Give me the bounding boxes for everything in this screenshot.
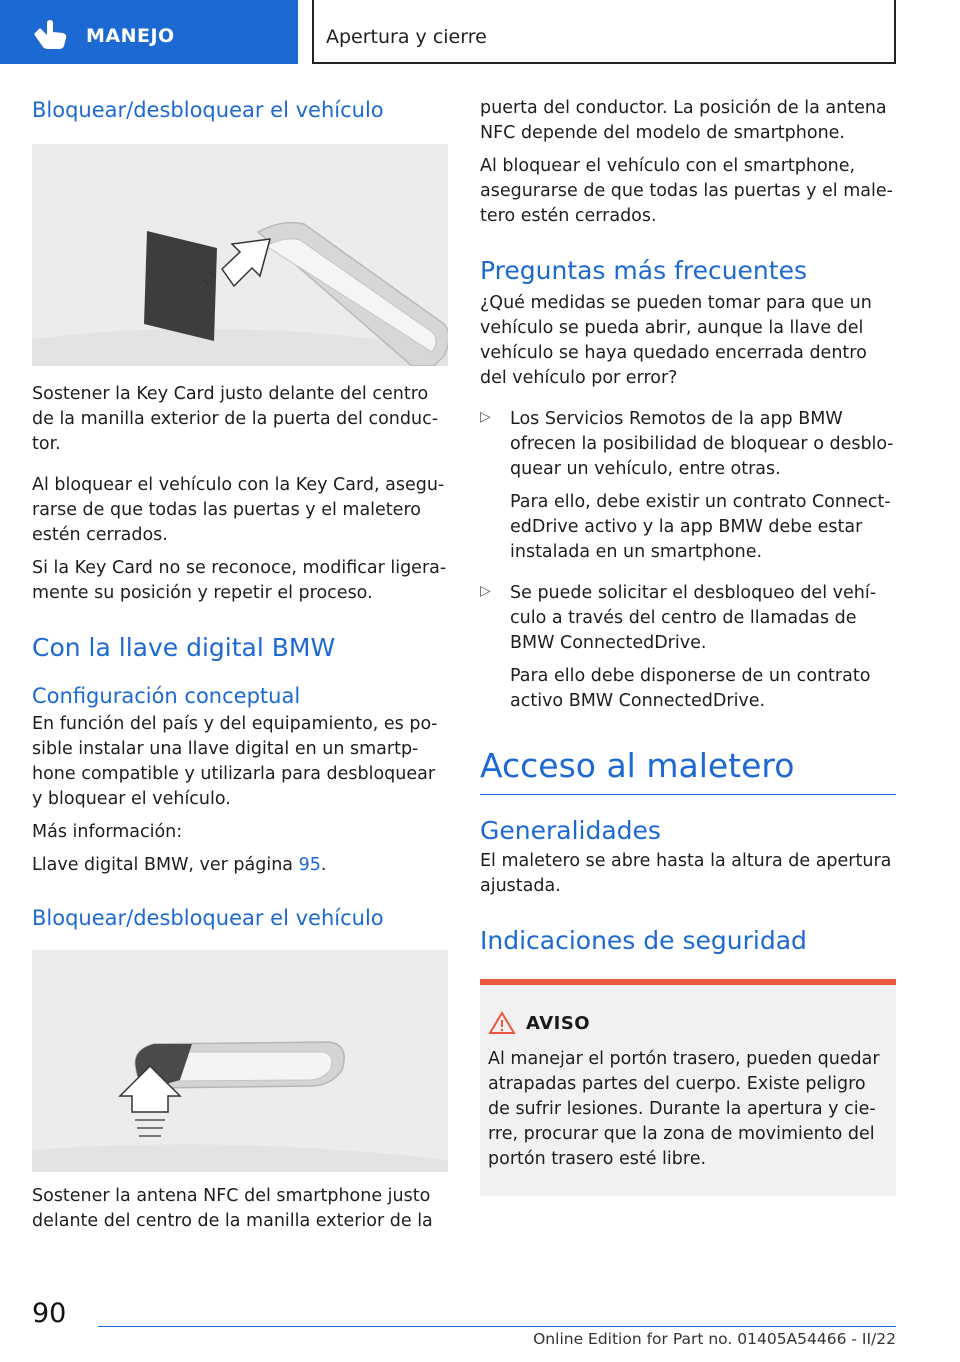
bullet-text: Los Servicios Remotos de la app BMW ofrecen la posibilidad de bloquear o desblo‐quear un vehículo, entre otras. [510,409,894,479]
smartphone-illustration [32,950,448,1172]
warning-text: Al manejar el portón trasero, pueden quedar atrapadas partes del cuerpo. Existe peligro de sufrir lesiones. Durante la apertura y cie‐rre, procurar que la zona de movimiento del portón trasero esté libre. [488,1049,880,1169]
paragraph: En función del país y del equipamiento, es po‐sible instalar una llave digital en un smartp‐hone compatible y utilizarla para desbloquear y bloquear el vehículo. [32,714,438,809]
chapter-label: Apertura y cierre [326,26,487,48]
keycard-illustration [32,144,448,366]
bullet-subtext: Para ello, debe existir un contrato Connect‐edDrive activo y la app BMW debe estar instalada en un smartphone. [510,492,891,562]
list-item [480,407,896,565]
paragraph: Sostener la Key Card justo delante del centro de la manilla exterior de la puerta del conduc‐tor. [32,384,439,454]
keycard-figure [32,144,448,366]
list-item [480,581,896,714]
paragraph: Al bloquear el vehículo con el smartphone, asegurarse de que todas las puertas y el male‐tero estén cerrados. [480,156,893,226]
heading-trunk-access: Acceso al maletero [480,746,795,785]
hand-icon [30,20,68,50]
paragraph: Sostener la antena NFC del smartphone justo delante del centro de la manilla exterior de la [32,1186,433,1231]
reference-text: Llave digital BMW, ver página [32,855,299,875]
heading-safety: Indicaciones de seguridad [480,926,807,955]
heading-lock-keycard: Bloquear/desbloquear el vehículo [32,98,384,122]
bullet-text: Se puede solicitar el desbloqueo del vehí‐culo a través del centro de llamadas de BMW ConnectedDrive. [510,583,877,653]
paragraph: puerta del conductor. La posición de la antena NFC depende del modelo de smartphone. [480,98,887,143]
footer-edition: Online Edition for Part no. 01405A54466 - II/22 [533,1330,896,1348]
section-label: MANEJO [86,25,175,47]
page-number: 90 [32,1298,67,1329]
heading-digital-key: Con la llave digital BMW [32,633,336,662]
page-link[interactable]: 95 [298,855,321,875]
paragraph-reference [32,853,448,878]
warning-box [480,979,896,1196]
reference-end: . [320,855,327,875]
heading-faq: Preguntas más frecuentes [480,256,807,285]
heading-lock-smartphone: Bloquear/desbloquear el vehículo [32,906,384,930]
section-tab [0,0,298,64]
warning-header [488,1003,888,1043]
right-column [480,96,896,1196]
warning-title: AVISO [526,1012,591,1034]
bullet-subtext: Para ello debe disponerse de un contrato activo BMW ConnectedDrive. [510,666,871,711]
heading-general: Generalidades [480,816,661,845]
warning-triangle-icon [488,1011,516,1035]
paragraph: Al bloquear el vehículo con la Key Card, asegu‐rarse de que todas las puertas y el maletero estén cerrados. [32,475,445,545]
chapter-header [312,0,896,64]
triangle-bullet-icon: ▷ [480,583,491,599]
footer-divider [98,1326,896,1327]
triangle-bullet-icon: ▷ [480,409,491,425]
heading-concept: Configuración conceptual [32,684,301,708]
smartphone-figure [32,950,448,1172]
paragraph: El maletero se abre hasta la altura de apertura ajustada. [480,851,892,896]
left-column [32,96,448,1234]
paragraph: Más información: [32,822,183,842]
paragraph: ¿Qué medidas se pueden tomar para que un vehículo se pueda abrir, aunque la llave del vehículo se haya quedado encerrada dentro del vehículo por error? [480,293,872,388]
paragraph: Si la Key Card no se reconoce, modificar ligera‐mente su posición y repetir el proceso. [32,558,447,603]
